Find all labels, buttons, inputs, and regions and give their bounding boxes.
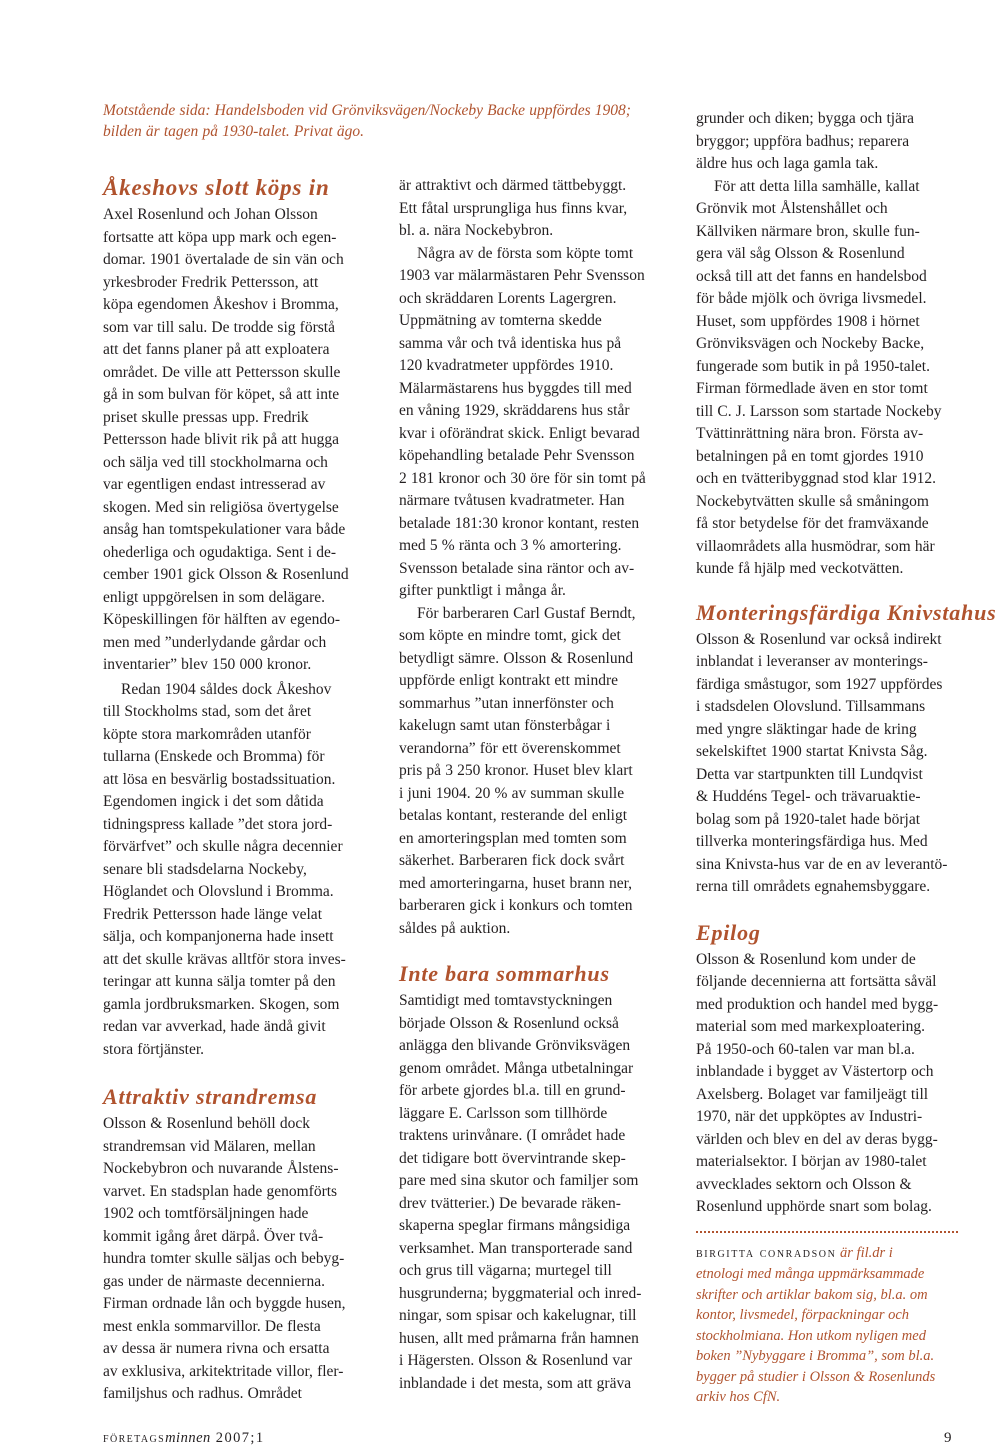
page-number: 9 (944, 1430, 952, 1446)
col3-paragraph-1: grunder och diken; bygga och tjära bryggor; uppföra badhus; reparera äldre hus och laga gamla tak. (696, 110, 914, 172)
heading-akeshov: Åkeshovs slott köps in (103, 175, 330, 200)
column-1 (103, 174, 375, 1406)
footer-pub-c: 2007;1 (210, 1430, 265, 1446)
col1-paragraph-2: Redan 1904 såldes dock Åkeshov till Stockholms stad, som det året köpte stora markområden utanför tullarna (Enskede och Bromma) för att lösa en besvärlig bostadssituation. Egendomen ingick i det som dåtida tidningspress kallade ”det stora jord- förvärfvet” och skulle några decennier senare bli stadsdelarna Nockeby, Höglandet och Olovslund i Bromma. Fredrik Pettersson hade länge velat sälja, och kompanjonerna hade insett att det skulle krävas alltför stora inves- teringar att kunna sälja tomter på den gamla jordbruksmarken. Skogen, som redan var avverkad, hade ändå givit stora förtjänster. (103, 680, 346, 1058)
heading-epilog: Epilog (696, 919, 761, 945)
col3-paragraph-2: För att detta lilla samhälle, kallat Grönvik mot Ålstenshållet och Källviken närmare bron, skulle fun- gera väl såg Olsson & Rosenlund också till att det fanns en handelsbod för både mjölk och övriga livsmedel. Huset, som uppfördes 1908 i hörnet Grönviksvägen och Nockeby Backe, fungerade som butik in på 1950-talet. Firman förmedlade även en stor tomt till C. J. Larsson som startade Nockeby Tvättinrättning nära bron. Första av- betalningen på en tomt gjordes 1910 och en tvätteribyggnad stod klar 1912. Nockebytvätten skulle så småningom få stor betydelse för det framväxande villaområdets alla husmödrar, som här kunde få hjälp med veckotvätten. (696, 177, 942, 577)
col1-paragraph-1: Axel Rosenlund och Johan Olsson fortsatte att köpa upp mark och egen- domar. 1901 övertalade de sin vän och yrkesbroder Fredrik Pettersson, att köpa egendomen Åkeshov i Bromma, som var till salu. De trodde sig förstå att det fanns planer på att exploatera området. De ville att Pettersson skulle gå in som bulvan för köpet, så att inte priset skulle pressas upp. Fredrik Pettersson hade blivit rik på att hugga och sälja ved till stockholmarna och var egentligen endast intresserad av skogen. Med sin religiösa övertygelse ansåg han tomtspekulationer vara både ohederliga och ogudaktiga. Sent i de- cember 1901 gick Olsson & Rosenlund enligt uppgörelsen in som delägare. Köpeskillingen för hälften av egendo- men med ”underlydande gårdar och inventarier” blev 150 000 kronor. (103, 206, 349, 673)
author-byline (696, 1243, 958, 1408)
footer-publication (103, 1430, 264, 1447)
author-name: birgitta conradson (696, 1245, 837, 1261)
col2-paragraph-1: är attraktivt och därmed tättbebyggt. Ett fåtal ursprungliga hus finns kvar, bl. a. nära Nockebybron. (399, 177, 628, 239)
col3-paragraph-3: Olsson & Rosenlund var också indirekt inblandat i leveranser av monterings- färdiga småstugor, som 1927 uppfördes i stadsdelen Olovslund. Tillsammans med yngre släktingar hade de kring sekelskiftet 1900 startat Knivsta Såg. Detta var startpunkten till Lundqvist & Huddéns Tegel- och trävaruaktie- bolag som på 1920-talet hade börjat tillverka monteringsfärdiga hus. Med sina Knivsta-hus var de en av leverantö- rerna till områdets egnahemsbyggare. (696, 630, 948, 895)
photo-caption (103, 100, 643, 142)
dotted-divider (696, 1231, 958, 1233)
col2-paragraph-2: Några av de första som köpte tomt 1903 var mälarmästaren Pehr Svensson och skräddaren Lorents Lagergren. Uppmätning av tomterna skedde samma vår och två identiska hus på 120 kvadratmeter uppfördes 1910. Mälarmästarens hus byggdes till med en våning 1929, skräddarens hus står kvar i oförändrat skick. Enligt bevarad köpehandling betalade Pehr Svensson 2 181 kronor och 30 öre för sin tomt på närmare tvåtusen kvadratmeter. Han betalade 181:30 kronor kontant, resten med 5 % ränta och 3 % amortering. Svensson betalade sina räntor och av- gifter punktligt i många år. (399, 244, 646, 599)
footer-pub-a: företags (103, 1430, 166, 1446)
col2-paragraph-3: För barberaren Carl Gustaf Berndt, som köpte en mindre tomt, gick det betydligt sämre. Olsson & Rosenlund uppförde enligt kontrakt ett mindre sommarhus ”utan innerfönster och kakelugn samt utan fönsterbågar i verandorna” för ett överenskommet pris på 3 250 kronor. Huset blev klart i juni 1904. 20 % av summan skulle betalas kontant, resterande del enligt en amorteringsplan med tomten som säkerhet. Barberaren fick dock svårt med amorteringarna, huset brann ner, barberaren gick i konkurs och tomten såldes på auktion. (399, 604, 636, 937)
author-bio: är fil.dr i etnologi med många uppmärksammade skrifter och artiklar bakom sig, bl.a. om kontor, livsmedel, förpackningar och stockholmiana. Hon utkom nyligen med boken ”Nybyggare i Bromma”, som bl.a. bygger på studier i Olsson & Rosenlunds arkiv hos CfN. (696, 1244, 936, 1405)
caption-text: Motstående sida: Handelsboden vid Grönviksvägen/Nockeby Backe uppfördes 1908; bilden är tagen på 1930-talet. Privat ägo. (103, 102, 631, 140)
footer-pub-b: minnen (165, 1430, 211, 1446)
col1-paragraph-3: Olsson & Rosenlund behöll dock strandremsan vid Mälaren, mellan Nockebybron och nuvarande Ålstens- varvet. En stadsplan hade genomförts 1902 och tomtförsäljningen hade kommit igång året därpå. Över två- hundra tomter skulle säljas och bebyg- gas under de närmaste decennierna. Firman ordnade lån och byggde husen, mest enkla sommarvillor. De flesta av dessa är numera rivna och ersatta av exklusiva, arkitektritade villor, fler- familjshus och radhus. Området (103, 1115, 346, 1402)
col2-paragraph-4: Samtidigt med tomtavstyckningen började Olsson & Rosenlund också anlägga den blivande Grönviksvägen genom området. Många utbetalningar för arbete gjordes bl.a. till en grund- läggare E. Carlsson som tillhörde traktens urinvånare. (I området hade det tidigare bott övervintrande skep- pare med sina skutor och familjer som drev tvätterier.) De bevarade räken- skaperna speglar firmans mångsidiga verksamhet. Man transporterade sand och grus till vägarna; murtegel till husgrunderna; byggmaterial och inred- ningar, som spisar och kakelugnar, till husen, allt med pråmarna från hamnen i Hägersten. Olsson & Rosenlund var inblandade i det mesta, som att gräva (399, 992, 642, 1392)
column-3 (696, 108, 997, 1408)
heading-strandremsa: Attraktiv strandremsa (103, 1084, 318, 1109)
heading-sommarhus: Inte bara sommarhus (399, 961, 610, 986)
column-2 (399, 175, 671, 1395)
col3-paragraph-4: Olsson & Rosenlund kom under de följande decennierna att fortsätta såväl med produktion och handel med bygg- material som med markexploatering. På 1950-och 60-talen var man bl.a. inblandade i bygget av Västertorp och Axelsberg. Bolaget var familjeägt till 1970, när det uppköptes av Industri- världen och blev en del av deras bygg- materialsektor. I början av 1980-talet avvecklades sektorn och Olsson & Rosenlund upphörde snart som bolag. (696, 950, 939, 1215)
heading-knivstahus: Monteringsfärdiga Knivstahus (696, 599, 997, 625)
